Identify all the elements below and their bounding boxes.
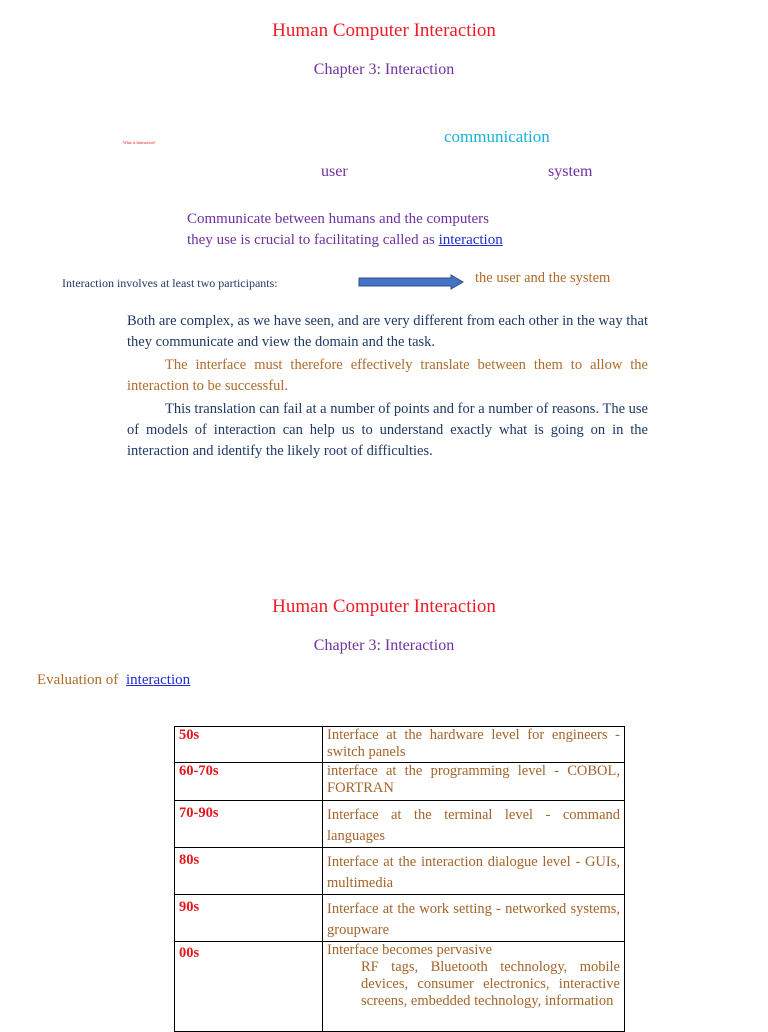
page-title: Human Computer Interaction bbox=[272, 20, 496, 41]
table-row bbox=[175, 848, 625, 895]
communicate-text bbox=[187, 209, 503, 251]
system-label: system bbox=[548, 163, 593, 180]
era-cell: 90s bbox=[175, 895, 323, 942]
pervasive-text: Interface becomes pervasive bbox=[327, 942, 493, 958]
evolution-table bbox=[174, 726, 625, 1032]
communicate-line-2 bbox=[187, 230, 503, 251]
description-cell: Interface at the hardware level for engineers - switch panels bbox=[323, 727, 625, 763]
right-arrow-icon bbox=[357, 274, 465, 290]
table-row bbox=[175, 942, 625, 1032]
participants-result: the user and the system bbox=[475, 270, 611, 286]
era-cell: 00s bbox=[175, 942, 323, 1032]
interaction-link[interactable]: interaction bbox=[438, 232, 503, 248]
era-cell: 60-70s bbox=[175, 763, 323, 801]
table-row bbox=[175, 763, 625, 801]
era-cell: 70-90s bbox=[175, 801, 323, 848]
evaluation-prefix: Evaluation of bbox=[37, 672, 122, 688]
description-cell: Interface at the terminal level - command languages bbox=[323, 801, 625, 848]
evaluation-heading bbox=[37, 672, 190, 689]
paragraph-interface: The interface must therefore effectively translate between them to allow the interaction to be successful. bbox=[127, 357, 648, 394]
description-cell bbox=[323, 942, 625, 1032]
chapter-heading-2: Chapter 3: Interaction bbox=[313, 637, 455, 654]
communication-label: communication bbox=[444, 127, 550, 146]
paragraph-complex: Both are complex, as we have seen, and are very different from each other in the way that they communicate and view the domain and the task. bbox=[127, 313, 648, 350]
pervasive-examples: RF tags, Bluetooth technology, mobile devices, consumer electronics, interactive screens, embedded technology, information bbox=[361, 959, 620, 1009]
table-row bbox=[175, 727, 625, 763]
era-cell: 50s bbox=[175, 727, 323, 763]
table-row bbox=[175, 801, 625, 848]
era-cell: 80s bbox=[175, 848, 323, 895]
description-cell: Interface at the interaction dialogue level - GUIs, multimedia bbox=[323, 848, 625, 895]
communicate-line-1: Communicate between humans and the computers bbox=[187, 211, 489, 227]
evaluation-interaction-link[interactable]: interaction bbox=[125, 672, 191, 688]
chapter-heading: Chapter 3: Interaction bbox=[313, 61, 455, 78]
communicate-line-2-prefix: they use is crucial to facilitating called as bbox=[187, 232, 439, 248]
user-label: user bbox=[321, 163, 348, 180]
page-title-2: Human Computer Interaction bbox=[272, 596, 496, 617]
participants-label: Interaction involves at least two participants: bbox=[62, 276, 278, 290]
paragraph-translation: This translation can fail at a number of points and for a number of reasons. The use of models of interaction can help us to understand exactly what is going on in the interaction and identify the likely root of difficulties. bbox=[127, 401, 648, 459]
table-row bbox=[175, 895, 625, 942]
description-cell: interface at the programming level - COBOL, FORTRAN bbox=[323, 763, 625, 801]
tiny-note: What is Interaction? bbox=[123, 140, 156, 145]
description-cell: Interface at the work setting - networked systems, groupware bbox=[323, 895, 625, 942]
